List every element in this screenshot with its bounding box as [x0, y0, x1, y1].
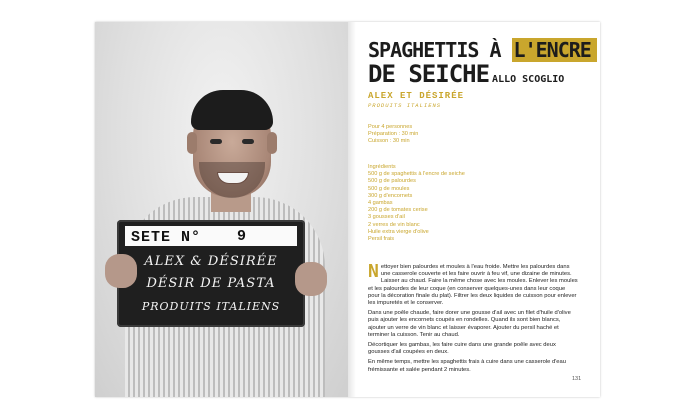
ingredient-item: 500 g de moules: [368, 185, 410, 192]
chalkboard-slate: [117, 220, 305, 327]
slate-line-products: PRODUITS ITALIENS: [141, 300, 281, 313]
instruction-text: ettoyer bien palourdes et moules à l'eau froide. Mettre les palourdes dans une casserole couverte et les faire ouvrir à feu vif, une dizaine de minutes. Laisser au chaud. Faire la même chose avec les moules. Enlever les moules et les palourdes de leur coque (en conserver quelques-unes dans leur coque pour la décoration finale du plat). Filtrer les deux liquides de cuisson pour enlever les impuretés et le conserver.: [368, 264, 578, 307]
recipe-info: [368, 124, 418, 144]
ingredient-item: Persil frais: [368, 236, 395, 243]
slate-city: SETE N°: [131, 229, 202, 246]
ingredient-item: 200 g de tomates cerise: [368, 207, 428, 214]
slate-header: [125, 226, 297, 246]
ingredient-item: 500 g de spaghettis à l'encre de seiche: [368, 171, 465, 178]
book-gutter: [348, 22, 356, 397]
title-part2: DE SEICHE: [368, 60, 490, 88]
ingredient-item: 4 gambas: [368, 200, 393, 207]
instruction-paragraph: En même temps, mettre les spaghettis frais à cuire dans une casserole d'eau frémissante et salée pendant 2 minutes.: [368, 359, 566, 373]
info-prep-time: Préparation : 30 min: [368, 130, 419, 137]
right-hand: [295, 262, 327, 296]
book-spread: [95, 22, 600, 397]
right-ear: [267, 132, 277, 154]
title-part1: SPAGHETTIS À: [368, 38, 512, 62]
recipe-title-line1: [368, 39, 597, 61]
ingredient-item: Huile extra vierge d'olive: [368, 228, 429, 235]
info-cook-time: Cuisson : 30 min: [368, 137, 410, 144]
slate-line-shop: DÉSIR DE PASTA: [146, 276, 276, 291]
instruction-paragraph: Décortiquer les gambas, les faire cuire dans une grande poêle avec deux gousses d'ail coupées en deux.: [368, 342, 556, 356]
page-number: 131: [572, 376, 582, 382]
instruction-paragraph: Dans une poêle chaude, faire dorer une gousse d'ail avec un filet d'huile d'olive puis ajouter les encornets coupés en rondelles. Quand ils sont bien blancs, ajouter un verre de vin blanc et laisser évaporer. Ajouter du persil haché et terminer la cuisson. Tenir au chaud.: [368, 310, 571, 338]
title-highlight: L'ENCRE: [512, 38, 597, 62]
left-hand: [105, 254, 137, 288]
ingredient-item: 500 g de palourdes: [368, 178, 416, 185]
ingredients-title: Ingrédients: [368, 164, 396, 170]
slate-number: 9: [237, 228, 247, 245]
slate-line-names: ALEX & DÉSIRÉE: [144, 254, 278, 269]
left-eye: [210, 139, 222, 144]
recipe-authors: ALEX ET DÉSIRÉE: [368, 91, 465, 101]
ingredient-item: 3 gousses d'ail: [368, 214, 405, 221]
ingredient-item: 300 g d'encornets: [368, 192, 413, 199]
ingredients-list: [368, 164, 465, 243]
drop-cap: N: [368, 261, 379, 282]
right-eye: [242, 139, 254, 144]
left-ear: [187, 132, 197, 154]
ingredient-item: 2 verres de vin blanc: [368, 221, 420, 228]
recipe-shop: PRODUITS ITALIENS: [368, 102, 442, 109]
instruction-paragraph: [368, 261, 578, 307]
photo-page: [95, 22, 348, 397]
recipe-title-line2: [368, 61, 564, 93]
info-servings: Pour 4 personnes: [368, 124, 413, 130]
recipe-instructions: [368, 261, 578, 377]
hair: [191, 90, 273, 130]
recipe-page: [356, 22, 600, 397]
title-subtitle: ALLO SCOGLIO: [492, 74, 565, 85]
